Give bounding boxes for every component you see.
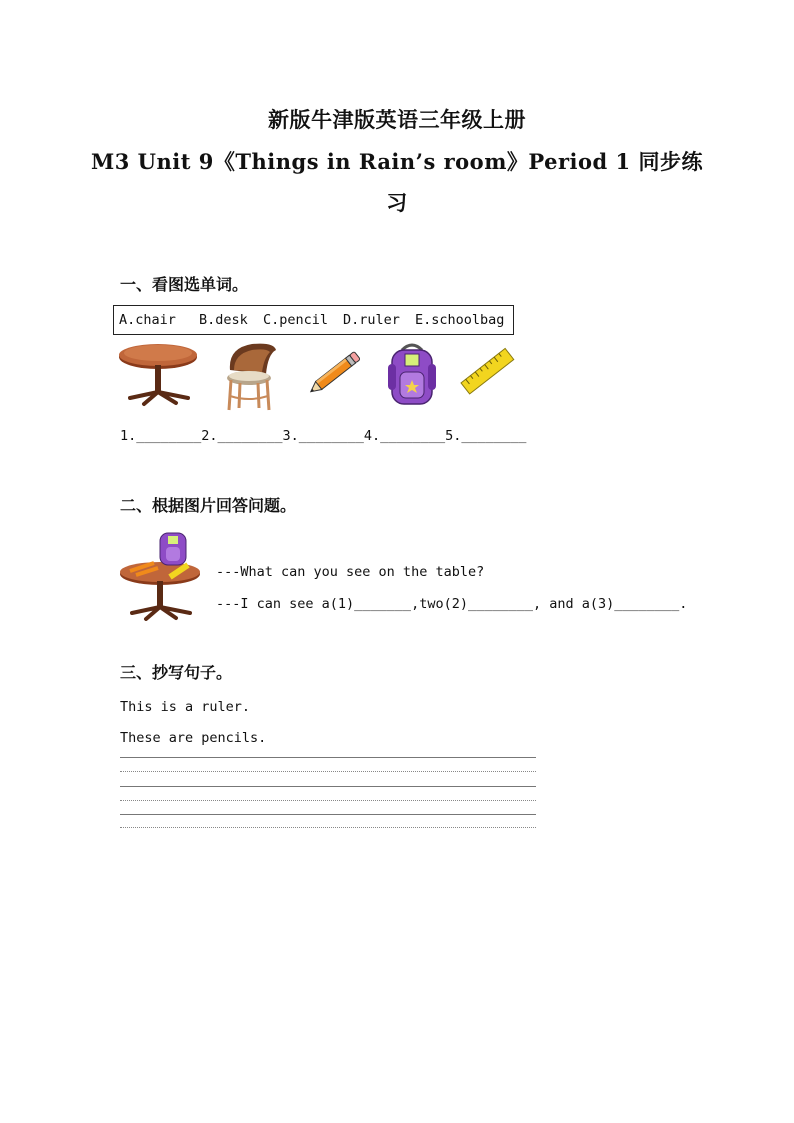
schoolbag-picture [386,340,438,408]
copy-sentence-1: This is a ruler. [120,699,251,715]
table-picture [118,340,200,408]
pencil-picture [304,340,368,404]
answer-text: ---I can see a(1)_______,two(2)________, and a(3)________. [216,596,688,612]
writing-line [120,814,536,815]
option-d: D.ruler [343,312,400,328]
page-title-line1: 新版牛津版英语三年级上册 [268,107,526,132]
ruler-picture [458,340,518,404]
writing-line [120,771,536,772]
chair-picture [222,340,280,412]
writing-line [120,786,536,787]
option-c: C.pencil [263,312,329,328]
answer-blanks: 1.________2.________3.________4.________5.________ [120,428,527,444]
option-b: B.desk [199,312,248,328]
copy-sentence-2: These are pencils. [120,730,267,746]
page-title-line3: 习 [386,190,408,215]
section2-heading: 二、根据图片回答问题。 [120,496,297,515]
section1-heading: 一、看图选单词。 [120,275,249,294]
option-a: A.chair [119,312,176,328]
question-text: ---What can you see on the table? [216,564,485,580]
writing-line [120,800,536,801]
writing-line [120,757,536,758]
section3-heading: 三、抄写句子。 [120,663,233,682]
option-e: E.schoolbag [415,312,505,328]
table-with-items-picture [118,527,208,621]
writing-line [120,827,536,828]
page-title-line2: M3 Unit 9《Things in Rain’s room》Period 1 同步练 [91,149,703,174]
